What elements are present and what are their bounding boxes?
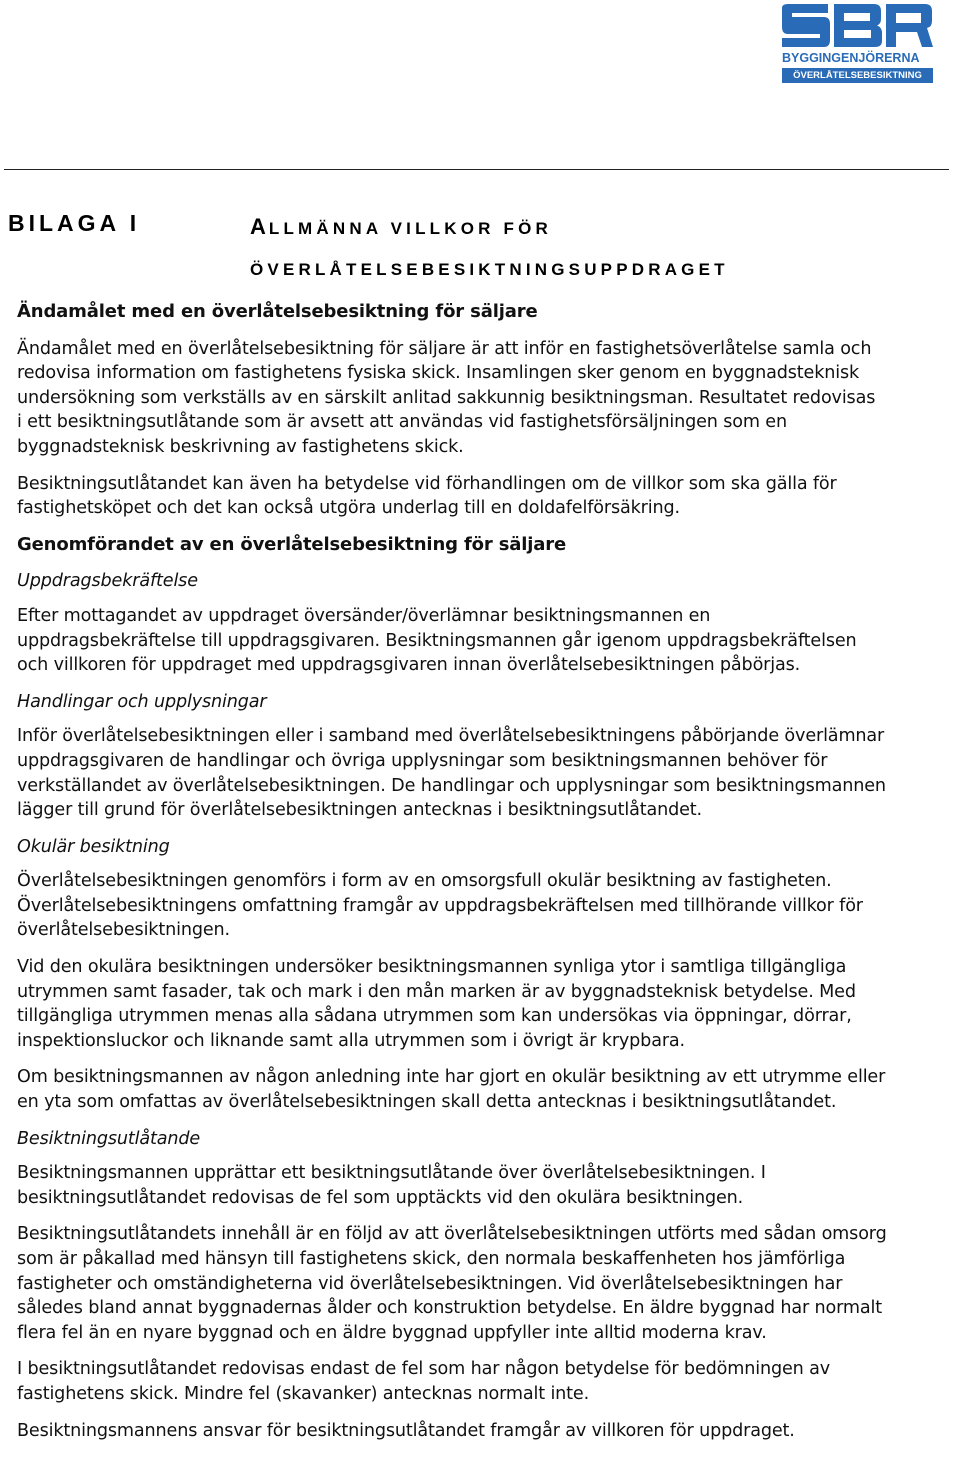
title-first-letter: A	[250, 214, 269, 239]
paragraph	[17, 337, 955, 460]
subsection-heading	[17, 835, 955, 860]
header-divider	[4, 169, 949, 170]
text-line: besiktningsutlåtandet redovisas de fel som upptäckts vid den okulära besiktningen.	[17, 1187, 744, 1208]
paragraph	[17, 1065, 955, 1114]
text-line: Besiktningsutlåtandet kan även ha betydelse vid förhandlingen om de villkor som ska gälla för	[17, 473, 837, 494]
paragraph	[17, 604, 955, 678]
text-line: en yta som omfattas av överlåtelsebesiktningen skall detta antecknas i besiktningsutlåtandet.	[17, 1092, 837, 1113]
text-line: inspektionsluckor och liknande samt alla utrymmen som i övrigt är krypbara.	[17, 1030, 685, 1051]
document-title-line1	[250, 214, 552, 240]
text-line: överlåtelsebesiktningen.	[17, 920, 230, 941]
text-line: byggnadsteknisk beskrivning av fastighetens skick.	[17, 436, 464, 457]
text-line: flera fel än en nyare byggnad och en äldre byggnad uppfyller inte alltid moderna krav.	[17, 1322, 767, 1343]
text-line: Uppdragsbekräftelse	[17, 571, 198, 592]
text-line: Besiktningsmannen upprättar ett besiktningsutlåtande över överlåtelsebesiktningen. I	[17, 1163, 766, 1184]
paragraph	[17, 955, 955, 1053]
text-line: Ändamålet med en överlåtelsebesiktning för säljare	[17, 301, 538, 322]
document-title-line2: ÖVERLÅTELSEBESIKTNINGSUPPDRAGET	[250, 260, 729, 279]
text-line: Överlåtelsebesiktningen genomförs i form av en omsorgsfull okulär besiktning av fastigheten.	[17, 871, 832, 892]
text-line: Överlåtelsebesiktningens omfattning framgår av uppdragsbekräftelsen med tillhörande villkor för	[17, 895, 863, 916]
text-line: Efter mottagandet av uppdraget översänder/överlämnar besiktningsmannen en	[17, 605, 711, 626]
text-line: Ändamålet med en överlåtelsebesiktning för säljare är att inför en fastighetsöverlåtelse samla och	[17, 338, 872, 359]
text-line: Handlingar och upplysningar	[17, 691, 267, 712]
text-line: uppdragsgivaren de handlingar och övriga upplysningar som besiktningsmannen behöver för	[17, 750, 828, 771]
section-heading	[17, 533, 955, 558]
subsection-heading	[17, 569, 955, 594]
text-line: lägger till grund för överlåtelsebesiktningen antecknas i besiktningsutlåtandet.	[17, 800, 702, 821]
paragraph	[17, 1222, 955, 1345]
text-line: Om besiktningsmannen av någon anledning inte har gjort en okulär besiktning av ett utrymme eller	[17, 1067, 886, 1088]
text-line: således bland annat byggnadernas ålder och konstruktion betydelse. En äldre byggnad har normalt	[17, 1298, 883, 1319]
document-body	[17, 300, 955, 1455]
text-line: tillgängliga utrymmen menas alla sådana utrymmen som kan undersökas via öppningar, dörrar,	[17, 1006, 852, 1027]
text-line: Inför överlåtelsebesiktningen eller i samband med överlåtelsebesiktningens påbörjande överlämnar	[17, 726, 885, 747]
text-line: utrymmen samt fasader, tak och mark i den mån marken är av byggnadsteknisk betydelse. Med	[17, 981, 856, 1002]
paragraph	[17, 1357, 955, 1406]
text-line: I besiktningsutlåtandet redovisas endast de fel som har någon betydelse för bedömningen av	[17, 1359, 831, 1380]
text-line: Vid den okulära besiktningen undersöker besiktningsmannen synliga ytor i samtliga tillgängliga	[17, 957, 847, 978]
appendix-label: BILAGA I	[8, 210, 141, 236]
text-line: och villkoren för uppdraget med uppdragsgivaren innan överlåtelsebesiktningen påbörjas.	[17, 655, 801, 676]
text-line: i ett besiktningsutlåtande som är avsett att användas vid fastighetsförsäljningen som en	[17, 412, 787, 433]
sbr-logo-mark	[780, 2, 935, 50]
logo-tagline: ÖVERLÅTELSEBESIKTNING	[782, 68, 933, 83]
text-line: fastighetens skick. Mindre fel (skavanker) antecknas normalt inte.	[17, 1383, 590, 1404]
text-line: Besiktningsutlåtande	[17, 1128, 201, 1149]
text-line: fastigheter och omständigheterna vid överlåtelsebesiktningen. Vid överlåtelsebesiktningen har	[17, 1273, 843, 1294]
text-line: som är påkallad med hänsyn till fastighetens skick, den normala beskaffenheten hos jämförliga	[17, 1249, 846, 1269]
title-line1-rest: LLMÄNNA VILLKOR FÖR	[268, 219, 553, 238]
paragraph	[17, 1161, 955, 1210]
text-line: Besiktningsutlåtandets innehåll är en följd av att överlåtelsebesiktningen utförts med sådan omsorg	[17, 1224, 887, 1245]
sbr-logo	[780, 2, 935, 82]
subsection-heading	[17, 690, 955, 715]
subsection-heading	[17, 1127, 955, 1152]
section-heading	[17, 300, 955, 325]
text-line: verkställandet av överlåtelsebesiktningen. De handlingar och upplysningar som besiktningsmannen	[17, 775, 886, 796]
paragraph	[17, 1419, 955, 1444]
text-line: Besiktningsmannens ansvar för besiktningsutlåtandet framgår av villkoren för uppdraget.	[17, 1420, 795, 1441]
logo-name: BYGGINGENJÖRERNA	[782, 51, 920, 65]
text-line: Genomförandet av en överlåtelsebesiktning för säljare	[17, 533, 567, 555]
paragraph	[17, 724, 955, 822]
text-line: undersökning som verkställs av en särskilt anlitad sakkunnig besiktningsman. Resultatet redovisas	[17, 387, 876, 408]
text-line: redovisa information om fastighetens fysiska skick. Insamlingen sker genom en byggnadsteknisk	[17, 363, 860, 384]
text-line: Okulär besiktning	[17, 836, 170, 857]
paragraph	[17, 472, 955, 521]
text-line: fastighetsköpet och det kan också utgöra underlag till en doldafelförsäkring.	[17, 498, 680, 519]
text-line: uppdragsbekräftelse till uppdragsgivaren. Besiktningsmannen går igenom uppdragsbekräftelsen	[17, 630, 857, 651]
paragraph	[17, 869, 955, 943]
